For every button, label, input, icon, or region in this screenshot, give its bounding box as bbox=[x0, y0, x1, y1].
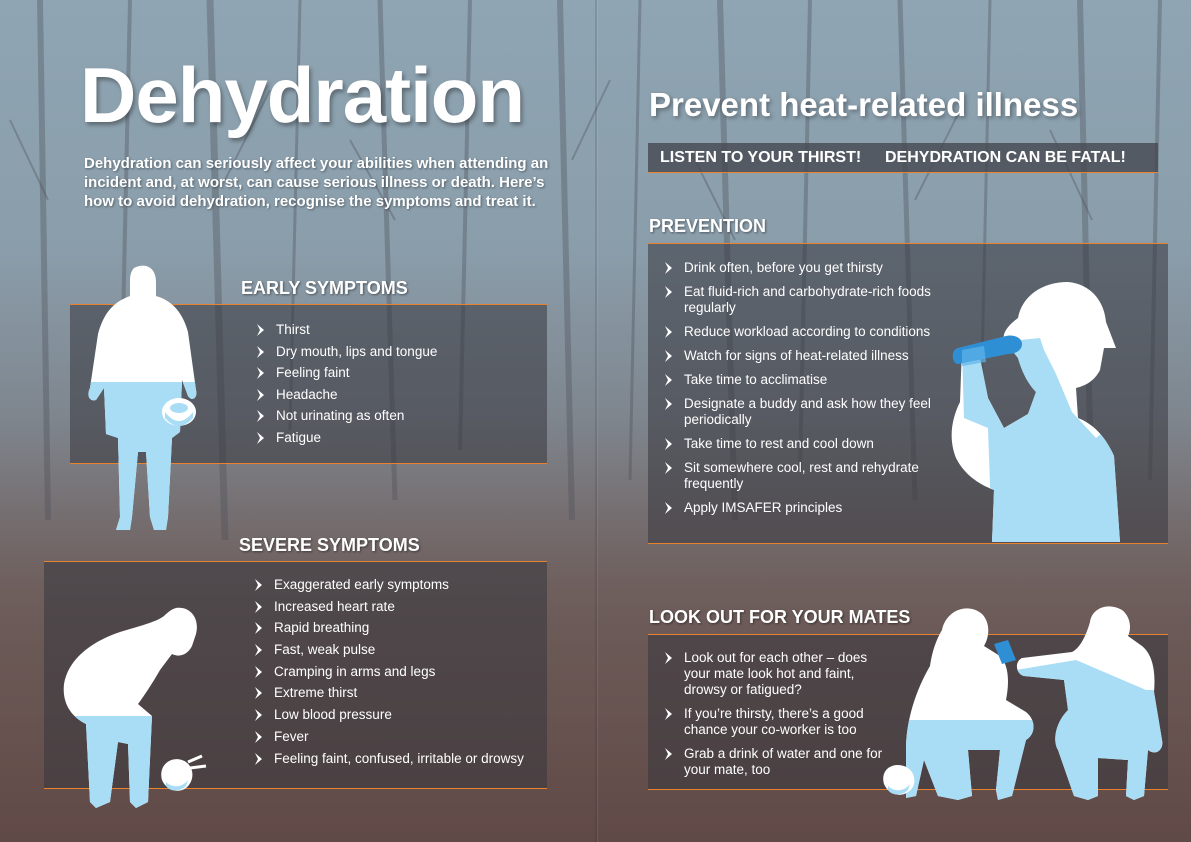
mates-list bbox=[662, 650, 894, 778]
chevron-right-icon bbox=[662, 707, 676, 721]
chevron-right-icon bbox=[252, 621, 266, 635]
chevron-right-icon bbox=[662, 373, 676, 387]
intro-text: Dehydration can seriously affect your abilities when attending an incident and, at worst, can cause serious illness or death. Here’s how to avoid dehydration, recognise the symptoms and treat it. bbox=[84, 155, 549, 210]
right-page-title: Prevent heat-related illness bbox=[649, 86, 1079, 123]
list-item: Fever bbox=[252, 729, 532, 745]
early-symptoms-heading: EARLY SYMPTOMS bbox=[241, 278, 408, 298]
chevron-right-icon bbox=[254, 409, 268, 423]
banner-fatal-text: DEHYDRATION CAN BE FATAL! bbox=[885, 149, 1126, 166]
chevron-right-icon bbox=[254, 388, 268, 402]
list-item: Drink often, before you get thirsty bbox=[662, 260, 952, 276]
chevron-right-icon bbox=[252, 600, 266, 614]
chevron-right-icon bbox=[662, 747, 676, 761]
chevron-right-icon bbox=[254, 323, 268, 337]
list-item: Look out for each other – does your mate look hot and faint, drowsy or fatigued? bbox=[662, 650, 894, 698]
chevron-right-icon bbox=[252, 752, 266, 766]
chevron-right-icon bbox=[662, 349, 676, 363]
severe-symptoms-heading: SEVERE SYMPTOMS bbox=[239, 535, 420, 555]
mates-heading: LOOK OUT FOR YOUR MATES bbox=[649, 607, 911, 627]
list-item: Feeling faint bbox=[254, 365, 437, 381]
chevron-right-icon bbox=[252, 643, 266, 657]
banner-thirst-text: LISTEN TO YOUR THIRST! bbox=[660, 149, 862, 166]
chevron-right-icon bbox=[252, 730, 266, 744]
list-item: Increased heart rate bbox=[252, 599, 532, 615]
chevron-right-icon bbox=[662, 397, 676, 411]
list-item: Take time to rest and cool down bbox=[662, 436, 952, 452]
list-item: Headache bbox=[254, 387, 437, 403]
list-item: Low blood pressure bbox=[252, 707, 532, 723]
list-item: Dry mouth, lips and tongue bbox=[254, 344, 437, 360]
list-item: Apply IMSAFER principles bbox=[662, 500, 952, 516]
list-item: If you’re thirsty, there’s a good chance your co-worker is too bbox=[662, 706, 894, 738]
mates-firefighters-illustration bbox=[876, 600, 1172, 812]
chevron-right-icon bbox=[662, 261, 676, 275]
list-item: Watch for signs of heat-related illness bbox=[662, 348, 952, 364]
chevron-right-icon bbox=[662, 285, 676, 299]
standing-firefighter-illustration bbox=[84, 262, 204, 534]
list-item: Fast, weak pulse bbox=[252, 642, 532, 658]
chevron-right-icon bbox=[662, 461, 676, 475]
page-fold-highlight bbox=[597, 0, 598, 842]
list-item: Fatigue bbox=[254, 430, 437, 446]
list-item: Cramping in arms and legs bbox=[252, 664, 532, 680]
early-symptoms-list bbox=[254, 322, 437, 446]
chevron-right-icon bbox=[254, 345, 268, 359]
chevron-right-icon bbox=[252, 686, 266, 700]
chevron-right-icon bbox=[252, 578, 266, 592]
page-title: Dehydration bbox=[80, 51, 525, 139]
list-item: Not urinating as often bbox=[254, 408, 437, 424]
drinking-firefighter-illustration bbox=[944, 278, 1139, 542]
list-item: Take time to acclimatise bbox=[662, 372, 952, 388]
chevron-right-icon bbox=[254, 366, 268, 380]
list-item: Rapid breathing bbox=[252, 620, 532, 636]
list-item: Reduce workload according to conditions bbox=[662, 324, 952, 340]
list-item: Thirst bbox=[254, 322, 437, 338]
chevron-right-icon bbox=[662, 437, 676, 451]
chevron-right-icon bbox=[662, 501, 676, 515]
chevron-right-icon bbox=[662, 325, 676, 339]
warning-banner bbox=[648, 143, 1158, 173]
list-item: Sit somewhere cool, rest and rehydrate frequently bbox=[662, 460, 952, 492]
unwell-firefighter-illustration bbox=[60, 604, 220, 814]
list-item: Eat fluid-rich and carbohydrate-rich foods regularly bbox=[662, 284, 952, 316]
prevention-list bbox=[662, 260, 952, 516]
prevention-heading: PREVENTION bbox=[649, 216, 767, 236]
list-item: Designate a buddy and ask how they feel periodically bbox=[662, 396, 952, 428]
list-item: Exaggerated early symptoms bbox=[252, 577, 532, 593]
list-item: Grab a drink of water and one for your mate, too bbox=[662, 746, 894, 778]
severe-symptoms-list bbox=[252, 577, 532, 767]
chevron-right-icon bbox=[254, 431, 268, 445]
chevron-right-icon bbox=[252, 665, 266, 679]
chevron-right-icon bbox=[662, 651, 676, 665]
list-item: Extreme thirst bbox=[252, 685, 532, 701]
chevron-right-icon bbox=[252, 708, 266, 722]
list-item: Feeling faint, confused, irritable or drowsy bbox=[252, 751, 532, 767]
